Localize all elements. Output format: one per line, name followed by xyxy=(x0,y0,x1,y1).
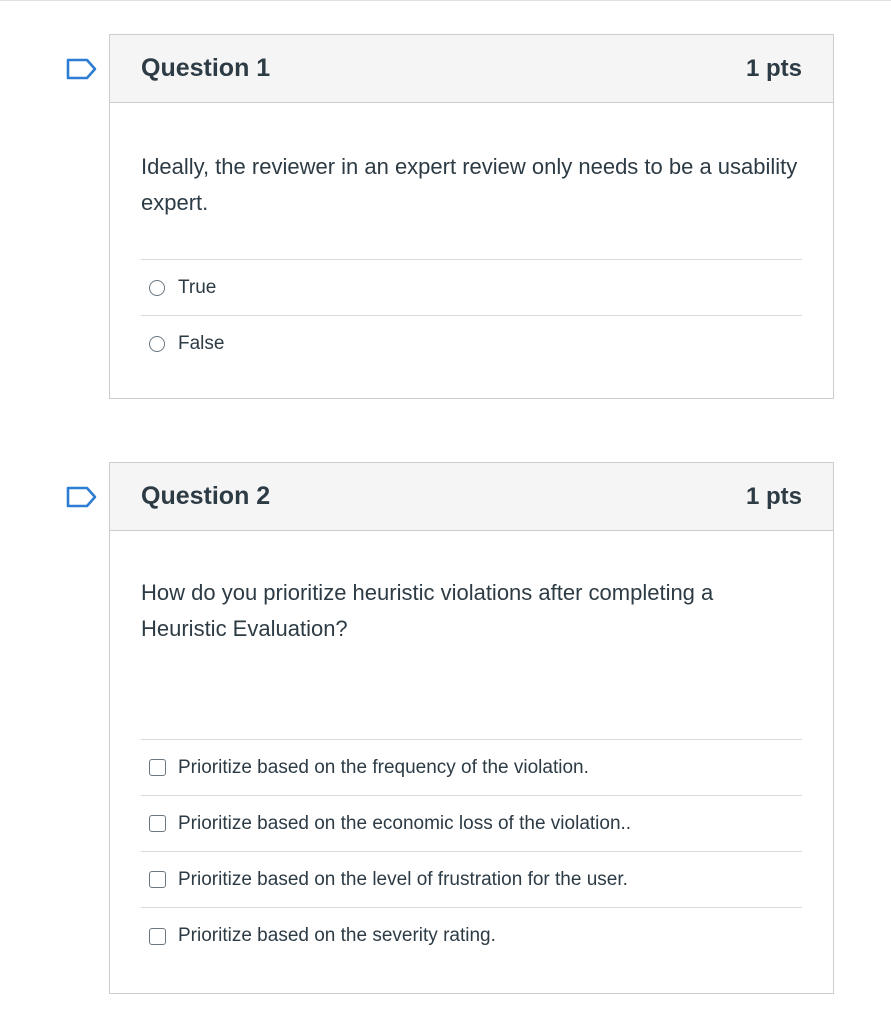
answer-option-frustration[interactable] xyxy=(141,852,802,908)
answer-option-economic-loss[interactable] xyxy=(141,796,802,852)
answer-option-severity[interactable] xyxy=(141,908,802,964)
question-card-1 xyxy=(109,34,834,399)
checkbox[interactable] xyxy=(149,759,166,776)
question-title: Question 2 xyxy=(141,482,271,510)
checkbox[interactable] xyxy=(149,871,166,888)
flag-question-icon[interactable] xyxy=(65,485,99,509)
question-body xyxy=(110,531,833,964)
answer-list xyxy=(141,739,802,964)
answer-option-true[interactable] xyxy=(141,260,802,316)
question-points: 1 pts xyxy=(745,482,802,510)
answer-label: False xyxy=(178,333,225,354)
checkbox[interactable] xyxy=(149,815,166,832)
answer-option-frequency[interactable] xyxy=(141,740,802,796)
question-title: Question 1 xyxy=(141,54,271,82)
question-points: 1 pts xyxy=(745,54,802,82)
top-divider xyxy=(0,0,891,1)
question-header xyxy=(110,35,833,103)
answer-list xyxy=(141,259,802,372)
question-text: Ideally, the reviewer in an expert review only needs to be a usability expert. xyxy=(141,154,798,215)
answer-label: Prioritize based on the level of frustration for the user. xyxy=(178,868,628,890)
question-body xyxy=(110,103,833,372)
answer-label: True xyxy=(178,276,217,298)
answer-option-false[interactable] xyxy=(141,316,802,372)
answer-label: Prioritize based on the severity rating. xyxy=(178,925,496,946)
radio-button[interactable] xyxy=(149,336,165,352)
answer-label: Prioritize based on the economic loss of the violation.. xyxy=(178,812,632,834)
question-text: How do you prioritize heuristic violations after completing a Heuristic Evaluation? xyxy=(141,580,714,641)
answer-label: Prioritize based on the frequency of the violation. xyxy=(178,756,589,778)
question-header xyxy=(110,463,833,531)
flag-question-icon[interactable] xyxy=(65,57,99,81)
radio-button[interactable] xyxy=(149,280,165,296)
checkbox[interactable] xyxy=(149,928,166,945)
question-card-2 xyxy=(109,462,834,994)
